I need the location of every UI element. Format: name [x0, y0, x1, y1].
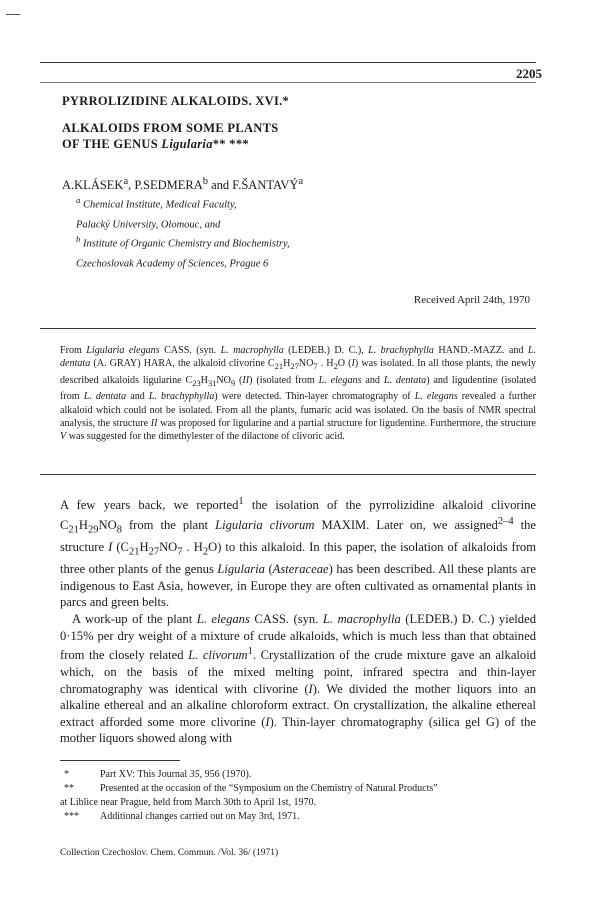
series-title: PYRROLIZIDINE ALKALOIDS. XVI.* — [62, 94, 290, 108]
reference-mark: 1 — [247, 646, 253, 658]
title-line-2: OF THE GENUS Ligularia** *** — [62, 137, 249, 151]
author-klasek: A.KLÁSEK — [62, 178, 124, 193]
title-line-1: ALKALOIDS FROM SOME PLANTS — [62, 121, 279, 135]
title-block — [62, 94, 522, 152]
corner-mark — [6, 14, 20, 15]
footnote: * Part XV: This Journal 35, 956 (1970). — [64, 769, 252, 780]
paragraph: A work-up of the plant L. elegans CASS. (syn. L. macrophylla (LEDEB.) D. C.) yielded 0·15% per dry weight of a mixture of crude alkaloids, which is much less than that obtained from the closely related L. clivorum$^1$. Crystallization of the crude mixture gave an alkaloid which, on the basis of the mixed melting point, infrared spectra and thin-layer chromatography was identical with clivorine (I). We divided the mother liquors into an alkaline ethereal and an alkaline chloroform extract. On crystallization, the alkaline ethereal extract afforded some more clivorine (I). Thin-layer chromatography (silica gel G) of the mother liquors showed along with — [60, 611, 536, 746]
affiliation-line: $^b$ Institute of Organic Chemistry and Biochemistry, — [76, 234, 290, 250]
footnote-continuation: at Liblice near Prague, held from March 30th to April 1st, 1970. — [60, 797, 317, 808]
header-rule-thin — [40, 82, 536, 83]
abstract: From Ligularia elegans CASS. (syn. L. macrophylla (LEDEB.) D. C.), L. brachyphylla HAND.-MAZZ. and L. dentata (A. GRAY) HARA, the alkaloid clivorine $C_{21}H_{27}NO_7$ . $H_2O$ (I) was isolated. In all those plants, the newly described alkaloids ligularine $C_{23}H_{31}NO_9$ (II) (isolated from L. elegans and L. dentata) and ligudentine (isolated from L. dentata and L. brachyphylla) were detected. Thin-layer chromatography of L. elegans revealed a further alkaloid which could not be isolated. From all the plants, fumaric acid was isolated. On the basis of NMR spectral analysis, the structure II was proposed for ligularine and a partial structure for ligudentine. Furthermore, the structure V was suggested for the dimethylester of the dilactone of clivoric acid. — [60, 345, 537, 443]
header-rule — [40, 62, 536, 63]
author-santavy: F.ŠANTAVÝ — [232, 178, 299, 193]
affiliation-line: Palacký University, Olomouc, and — [76, 219, 221, 230]
affiliations — [76, 193, 290, 271]
received-date: Received April 24th, 1970 — [413, 294, 530, 306]
footnotes — [60, 768, 536, 824]
affiliation-line: Czechoslovak Academy of Sciences, Prague 6 — [76, 258, 269, 269]
footnote: ** Presented at the occasion of the “Symposium on the Chemistry of Natural Products” — [64, 783, 438, 794]
reference-mark: 1 — [238, 496, 244, 507]
journal-footer: Collection Czechoslov. Chem. Commun. /Vol. 36/ (1971) — [60, 848, 279, 858]
article-title — [62, 120, 522, 152]
affiliation-line: $^a$ Chemical Institute, Medical Faculty, — [76, 195, 237, 211]
author-list: A.KLÁSEK$^a$, P.SEDMERA$^b$ and F.ŠANTAVÝ$^a$ — [62, 176, 304, 193]
body-text — [60, 494, 536, 747]
abstract-rule-top — [40, 328, 536, 329]
reference-mark: 2–4 — [497, 515, 514, 527]
author-sedmera: P.SEDMERA — [134, 178, 203, 193]
page-number: 2205 — [516, 66, 542, 81]
paragraph: A few years back, we reported$^1$ the isolation of the pyrrolizidine alkaloid clivorine $C_{21}H_{29}NO_8$ from the plant Ligularia clivorum MAXIM. Later on, we assigned$^{2-4}$ the structure I ($C_{21}H_{27}NO_7$ . $H_2O$) to this alkaloid. In this paper, the isolation of alkaloids from three other plants of the genus Ligularia (Asteraceae) has been described. All these plants are indigenous to East Asia, however, in Europe they are often cultivated as ornamental plants in parcs and green belts. — [60, 496, 537, 610]
footnote: *** Additional changes carried out on May 3rd, 1971. — [64, 811, 300, 822]
footnote-rule — [60, 760, 180, 761]
abstract-rule-bottom — [40, 474, 536, 475]
